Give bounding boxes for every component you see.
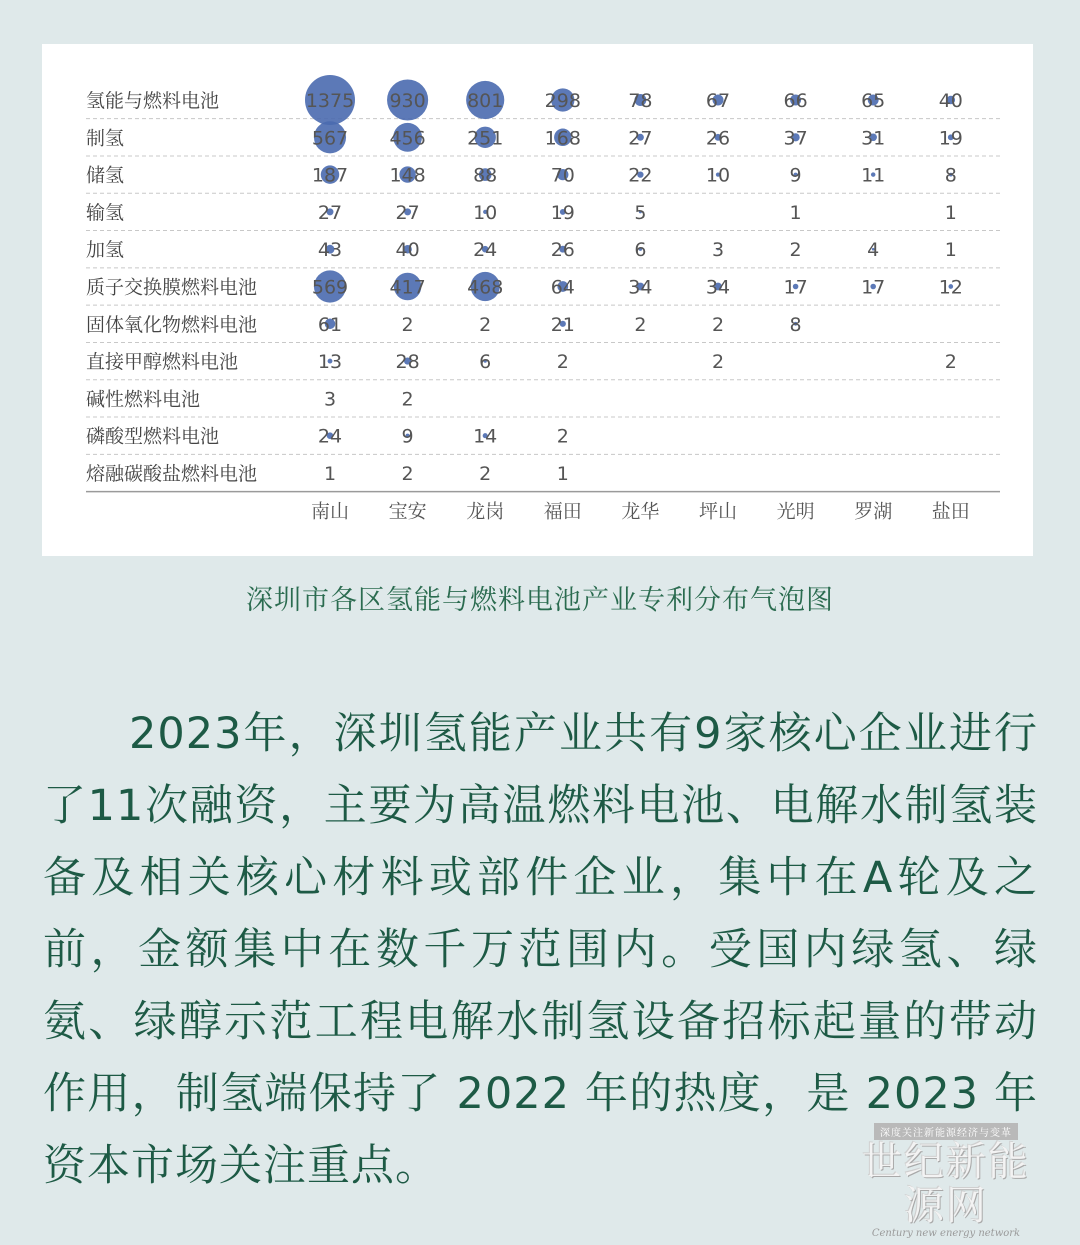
bubble-value-label: 31 xyxy=(861,127,886,150)
bubble-value-label: 2 xyxy=(479,313,492,336)
bubble-value-label: 11 xyxy=(861,164,886,187)
bubble-value-label: 24 xyxy=(317,425,343,448)
bubble-value-label: 10 xyxy=(705,164,731,187)
bubble-value-label: 1 xyxy=(323,463,337,485)
bubble-value-label: 1 xyxy=(944,239,957,262)
watermark-english: Century new energy network xyxy=(871,1228,1021,1239)
bubble-chart-svg xyxy=(42,44,1033,556)
bubble-value-label: 2 xyxy=(789,239,802,262)
bubble-value-label: 3 xyxy=(323,388,337,411)
x-tick-label: 福田 xyxy=(543,500,582,523)
row-label: 直接甲醇燃料电池 xyxy=(86,351,239,374)
bubble-value-label: 12 xyxy=(938,276,963,299)
bubble-value-label: 468 xyxy=(467,276,504,299)
bubble-value-label: 88 xyxy=(473,164,498,187)
row-label: 制氢 xyxy=(86,127,125,150)
row-label: 输氢 xyxy=(86,201,125,224)
bubble-value-label: 2 xyxy=(401,313,414,336)
bubble-value-label: 27 xyxy=(628,127,653,150)
bubble-value-label: 2 xyxy=(556,351,569,374)
bubble-value-label: 8 xyxy=(789,313,802,336)
bubble-value-label: 34 xyxy=(628,276,653,299)
bubble-value-label: 298 xyxy=(544,90,581,112)
x-tick-label: 南山 xyxy=(310,500,350,523)
bubble-value-label: 65 xyxy=(861,90,886,112)
site-watermark xyxy=(846,1121,1046,1239)
x-tick-label: 龙岗 xyxy=(466,500,505,523)
row-label: 碱性燃料电池 xyxy=(86,388,201,411)
bubble-value-label: 10 xyxy=(473,201,498,224)
bubble-value-label: 70 xyxy=(550,164,575,187)
bubble-value-label: 1375 xyxy=(305,90,355,112)
bubble-value-label: 27 xyxy=(317,201,343,224)
bubble-value-label: 6 xyxy=(634,239,647,262)
bubble-value-label: 2 xyxy=(479,463,492,485)
row-label: 熔融碳酸盐燃料电池 xyxy=(86,463,258,485)
bubble-value-label: 34 xyxy=(705,276,731,299)
bubble-value-label: 27 xyxy=(395,201,420,224)
bubble-value-label: 567 xyxy=(311,127,349,150)
bubble-value-label: 2 xyxy=(634,313,647,336)
bubble-value-label: 2 xyxy=(944,351,957,374)
x-tick-label: 宝安 xyxy=(388,500,427,523)
bubble-value-label: 8 xyxy=(944,164,957,187)
bubble-value-label: 14 xyxy=(473,425,498,448)
bubble-value-label: 21 xyxy=(550,313,575,336)
bubble-value-label: 2 xyxy=(711,351,725,374)
bubble-value-label: 1 xyxy=(556,463,569,485)
bubble-value-label: 801 xyxy=(467,90,504,112)
row-label: 加氢 xyxy=(86,239,125,262)
bubble-value-label: 17 xyxy=(861,276,886,299)
row-label: 氢能与燃料电池 xyxy=(86,90,220,112)
bubble-value-label: 456 xyxy=(389,127,426,150)
bubble-value-label: 2 xyxy=(401,388,414,411)
bubble-value-label: 417 xyxy=(389,276,426,299)
bubble-value-label: 24 xyxy=(473,239,498,262)
bubble-value-label: 930 xyxy=(389,90,426,112)
bubble-value-label: 17 xyxy=(783,276,808,299)
bubble-value-label: 40 xyxy=(938,90,963,112)
row-label: 储氢 xyxy=(86,164,125,187)
bubble-value-label: 40 xyxy=(395,239,420,262)
bubble-value-label: 22 xyxy=(628,164,653,187)
x-tick-label: 罗湖 xyxy=(854,500,893,523)
bubble-value-label: 1 xyxy=(789,201,802,224)
watermark-slogan: 深度关注新能源经济与变革 xyxy=(874,1123,1018,1140)
bubble-value-label: 19 xyxy=(938,127,963,150)
bubble-value-label: 148 xyxy=(389,164,426,187)
row-label: 质子交换膜燃料电池 xyxy=(86,276,258,299)
bubble-value-label: 4 xyxy=(867,239,880,262)
bubble-value-label: 2 xyxy=(401,463,414,485)
x-tick-label: 盐田 xyxy=(931,500,970,523)
bubble-value-label: 9 xyxy=(401,425,414,448)
bubble-value-label: 2 xyxy=(556,425,569,448)
bubble-value-label: 168 xyxy=(544,127,581,150)
bubble-value-label: 2 xyxy=(711,313,725,336)
row-label: 磷酸型燃料电池 xyxy=(86,425,220,448)
bubble-value-label: 66 xyxy=(783,90,808,112)
bubble-value-label: 187 xyxy=(311,164,349,187)
bubble-value-label: 569 xyxy=(311,276,349,299)
watermark-logo-text: 世纪新能源网 xyxy=(862,1139,1030,1229)
row-label: 固体氧化物燃料电池 xyxy=(86,313,258,336)
bubble-value-label: 9 xyxy=(789,164,802,187)
bubble-value-label: 28 xyxy=(395,351,420,374)
bubble-value-label: 19 xyxy=(550,201,575,224)
x-tick-label: 坪山 xyxy=(698,500,738,523)
bubble-value-label: 26 xyxy=(550,239,575,262)
bubble-value-label: 251 xyxy=(467,127,504,150)
bubble-value-label: 61 xyxy=(317,313,343,336)
x-tick-label: 龙华 xyxy=(621,500,660,523)
bubble-value-label: 13 xyxy=(317,351,343,374)
bubble-value-label: 1 xyxy=(944,201,957,224)
bubble-value-label: 3 xyxy=(711,239,725,262)
chart-caption: 深圳市各区氢能与燃料电池产业专利分布气泡图 xyxy=(246,585,834,616)
bubble-value-label: 26 xyxy=(705,127,731,150)
bubble-value-label: 43 xyxy=(317,239,343,262)
x-tick-label: 光明 xyxy=(776,500,815,523)
bubble-value-label: 5 xyxy=(634,201,647,224)
bubble-value-label: 6 xyxy=(479,351,492,374)
bubble-value-label: 67 xyxy=(705,90,731,112)
bubble-value-label: 37 xyxy=(783,127,808,150)
body-paragraph: 2023年，深圳氢能产业共有9家核心企业进行了11次融资，主要为高温燃料电池、电解水制氢装备及相关核心材料或部件企业，集中在A轮及之前，金额集中在数千万范围内。受国内绿氢、绿氨、绿醇示范工程电解水制氢设备招标起量的带动作用，制氢端保持了 2022 年的热度，是 2023 年资本市场关注重点。 xyxy=(43,709,1038,1191)
bubble-chart xyxy=(42,44,1033,556)
bubble-value-label: 64 xyxy=(550,276,575,299)
bubble-value-label: 78 xyxy=(628,90,653,112)
